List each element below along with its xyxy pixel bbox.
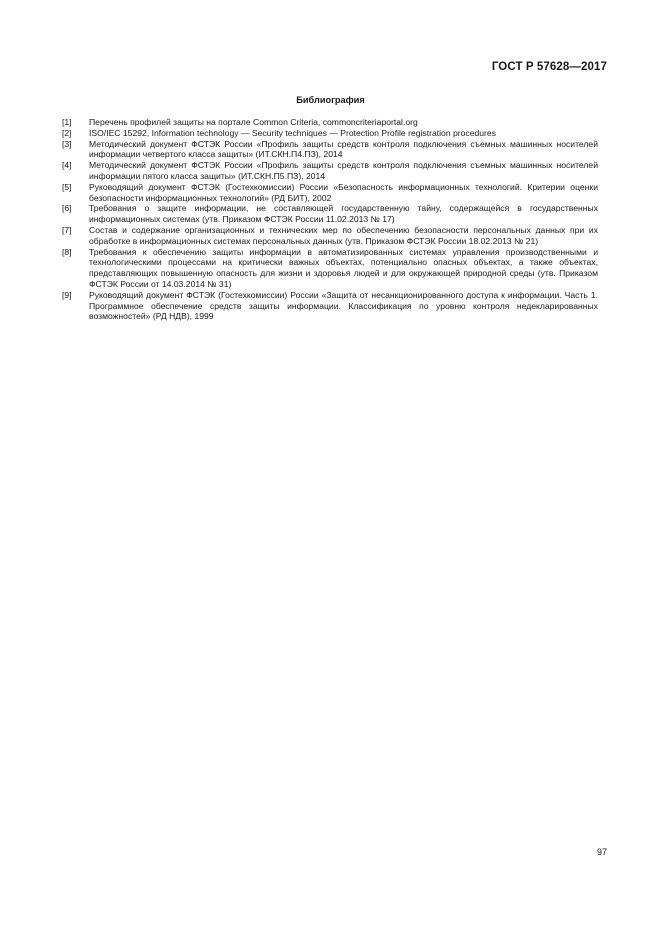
bibliography-entry [62,290,598,322]
entry-number: [1] [62,117,72,127]
bibliography-entry [62,139,598,161]
entry-text: Методический документ ФСТЭК России «Профиль защиты средств контроля подключения съемных машинных носителей информации четвертого класса защиты» (ИТ.СКН.П4.ПЗ), 2014 [89,138,598,160]
document-code: ГОСТ Р 57628—2017 [491,61,607,73]
bibliography-list [62,117,598,322]
entry-number: [4] [62,160,72,171]
bibliography-entry [62,128,598,139]
bibliography-entry [62,160,598,182]
entry-number: [2] [62,127,72,138]
page-number: 97 [596,847,607,857]
section-title: Библиография [296,95,365,105]
bibliography-entry [62,247,598,290]
entry-text: ISO/IEC 15292, Information technology — Security techniques — Protection Profile registration procedures [89,127,496,138]
entry-text: Перечень профилей защиты на портале Common Criteria, commoncriteriaportal.org [89,117,418,127]
entry-number: [3] [62,138,72,149]
entry-text: Методический документ ФСТЭК России «Профиль защиты средств контроля подключения съемных машинных носителей информации пятого класса защиты» (ИТ.СКН.П5.ПЗ), 2014 [89,160,598,181]
entry-number: [8] [62,246,72,257]
entry-number: [5] [62,181,72,192]
entry-text: Руководящий документ ФСТЭК (Гостехкомиссии) России «Безопасность информационных технологий. Критерии оценки безопасности информационных технологий» (РД БИТ), 2002 [89,181,598,203]
entry-number: [6] [62,203,72,214]
entry-text: Требования о защите информации, не составляющей государственную тайну, содержащейся в государственных информационных системах (утв. Приказом ФСТЭК России 11.02.2013 № 17) [89,203,598,225]
bibliography-entry [62,182,598,204]
entry-text: Требования к обеспечению защиты информации в автоматизированных системах управления производственными и технологическими процессами на критически важных объектах, потенциально опасных объектах, а также объектах, представляющих повышенную опасность для жизни и здоровья людей и для окружающей природной среды (утв. Приказом ФСТЭК России от 14.03.2014 № 31) [89,246,598,289]
bibliography-entry [62,117,598,128]
bibliography-entry [62,225,598,247]
entry-number: [9] [62,289,72,300]
entry-number: [7] [62,224,72,235]
entry-text: Состав и содержание организационных и технических мер по обеспечению безопасности персональных данных при их обработке в информационных системах персональных данных (утв. Приказом ФСТЭК России 18.02.2013 № 21) [89,224,598,246]
entry-text: Руководящий документ ФСТЭК (Гостехкомиссии) России «Защита от несанкционированного доступа к информации. Часть 1. Программное обеспечение средств защиты информации. Классификация по уровню контроля недекларированных возможностей» (РД НДВ), 1999 [89,289,598,322]
bibliography-entry [62,203,598,225]
